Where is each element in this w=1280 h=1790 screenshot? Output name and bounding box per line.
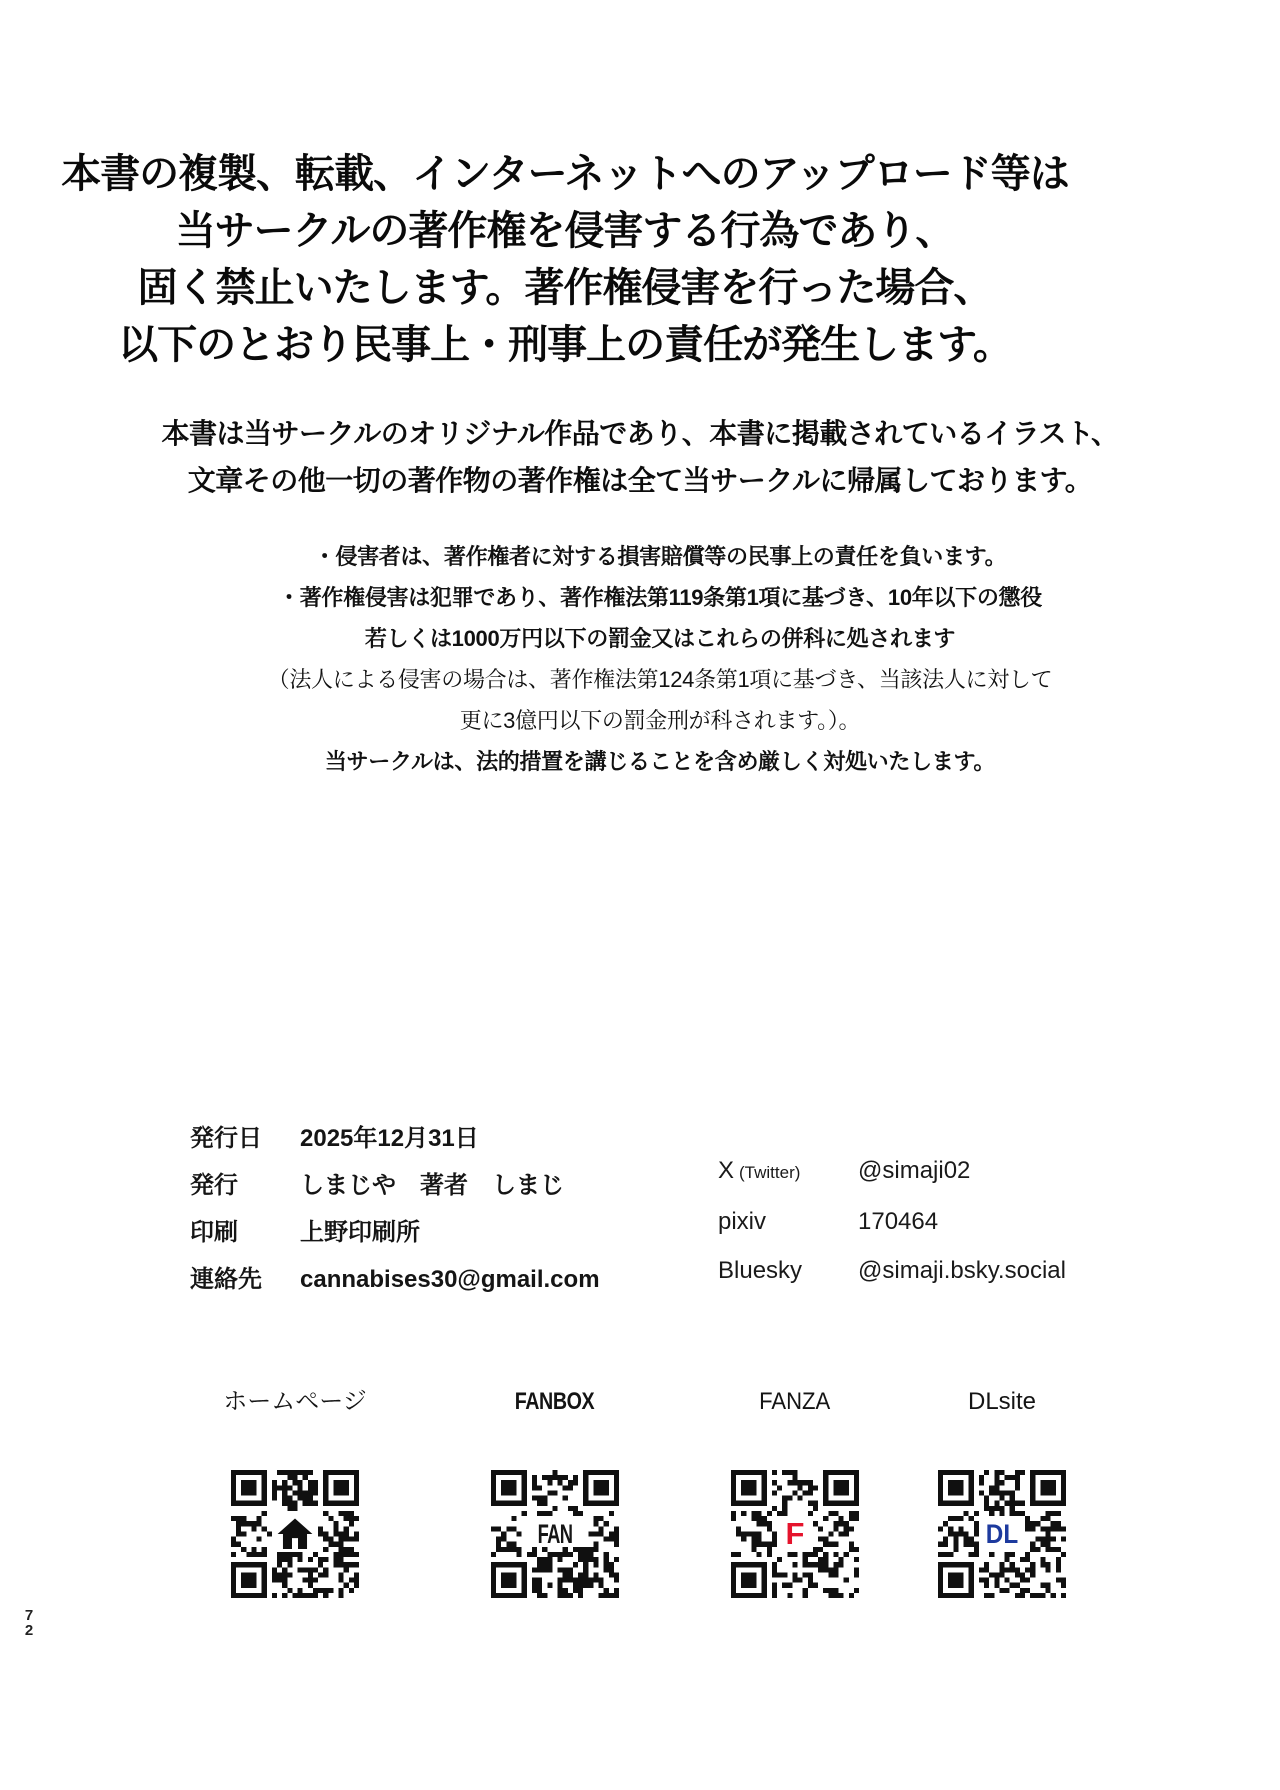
social-row-bluesky	[718, 1258, 1066, 1284]
page-number-digit: 7	[24, 1607, 34, 1624]
fanbox-center-text: FAN	[537, 1518, 573, 1549]
qr-label-homepage: ホームページ	[223, 1388, 367, 1415]
bluesky-handle: @simaji.bsky.social	[858, 1257, 1066, 1284]
publish-date-value: 2025年12月31日	[300, 1125, 479, 1152]
printer-value: 上野印刷所	[300, 1219, 420, 1246]
legal-line: （法人による侵害の場合は、著作権法第124条第1項に基づき、当該法人に対して	[267, 667, 1053, 692]
ownership-line: 本書は当サークルのオリジナル作品であり、本書に掲載されているイラスト、	[161, 418, 1119, 449]
qr-code-dlsite	[938, 1470, 1066, 1598]
qr-pattern	[231, 1470, 359, 1598]
qr-column-dlsite	[907, 1388, 1097, 1598]
social-accounts	[718, 1158, 1066, 1307]
colophon	[190, 1126, 600, 1314]
x-handle: @simaji02	[858, 1157, 971, 1184]
legal-line: ・著作権侵害は犯罪であり、著作権法第119条第1項に基づき、10年以下の懲役	[278, 585, 1042, 610]
colophon-label: 発行	[190, 1172, 238, 1199]
qr-pattern	[938, 1470, 1066, 1598]
qr-label-dlsite: DLsite	[967, 1388, 1037, 1415]
contact-email: cannabises30@gmail.com	[300, 1266, 600, 1293]
social-row-x	[718, 1158, 1066, 1186]
colophon-row-publisher	[190, 1173, 600, 1199]
warning-line: 本書の複製、転載、インターネットへのアップロード等は	[61, 152, 1069, 196]
colophon-label: 連絡先	[190, 1266, 262, 1293]
qr-label-fanza: FANZA	[759, 1388, 831, 1415]
social-label-x	[718, 1158, 858, 1186]
social-row-pixiv	[718, 1209, 1066, 1235]
warning-line: 当サークルの著作権を侵害する行為であり、	[175, 209, 955, 253]
qr-column-homepage	[200, 1388, 390, 1598]
legal-details	[20, 536, 1280, 782]
colophon-row-contact	[190, 1267, 600, 1293]
qr-pattern	[731, 1470, 859, 1598]
qr-column-fanza	[700, 1388, 890, 1598]
dlsite-center-text: DL	[985, 1518, 1019, 1549]
page-number	[21, 1608, 37, 1638]
qr-label-fanbox: FANBOX	[515, 1388, 595, 1415]
qr-code-fanbox	[491, 1470, 619, 1598]
qr-code-fanza	[731, 1470, 859, 1598]
legal-line: 当サークルは、法的措置を講じることを含め厳しく対処いたします。	[324, 749, 996, 774]
warning-line: 以下のとおり民事上・刑事上の責任が発生します。	[118, 323, 1012, 367]
social-label-pixiv: pixiv	[718, 1208, 767, 1235]
ownership-statement	[0, 410, 1280, 504]
ownership-line: 文章その他一切の著作物の著作権は全て当サークルに帰属しております。	[187, 465, 1093, 496]
legal-line: 更に3億円以下の罰金刑が科されます。）。	[459, 708, 861, 733]
colophon-label: 発行日	[190, 1125, 262, 1152]
publisher-value: しまじや 著者 しまじ	[300, 1172, 564, 1199]
twitter-note: (Twitter)	[739, 1163, 801, 1182]
x-logo-text: X	[718, 1157, 735, 1184]
colophon-row-printer	[190, 1220, 600, 1246]
warning-line: 固く禁止いたします。著作権侵害を行った場合、	[137, 266, 993, 310]
copyright-warning-heading	[0, 146, 1130, 374]
colophon-row-publish-date	[190, 1126, 600, 1152]
social-label-bluesky: Bluesky	[718, 1257, 803, 1284]
colophon-label: 印刷	[190, 1219, 238, 1246]
qr-column-fanbox	[460, 1388, 650, 1598]
pixiv-id: 170464	[858, 1208, 939, 1235]
qr-code-homepage	[231, 1470, 359, 1598]
legal-line: ・侵害者は、著作権者に対する損害賠償等の民事上の責任を負います。	[313, 544, 1007, 569]
legal-line: 若しくは1000万円以下の罰金又はこれらの併科に処されます	[364, 626, 956, 651]
page-number-digit: 2	[24, 1622, 34, 1639]
fanza-center-text: F	[785, 1516, 805, 1551]
qr-pattern	[491, 1470, 619, 1598]
